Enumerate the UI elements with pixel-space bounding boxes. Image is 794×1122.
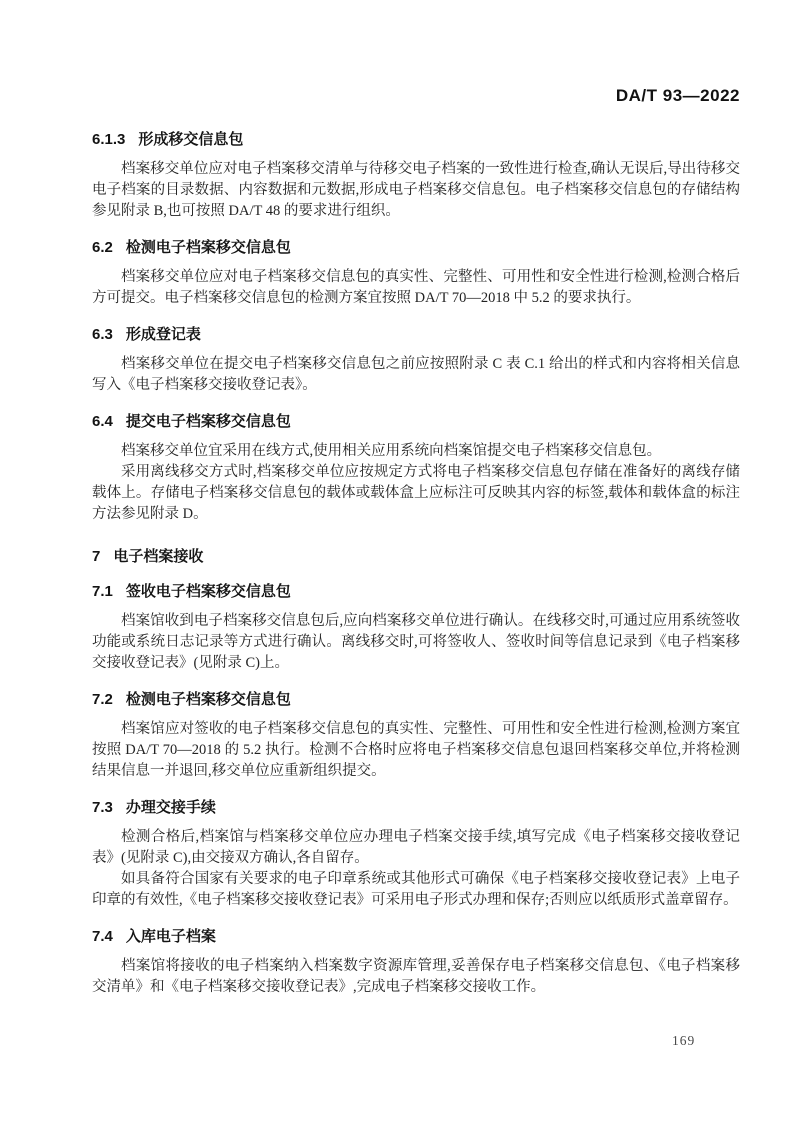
chapter-heading-7 <box>92 547 740 566</box>
section-number: 6.1.3 <box>92 131 126 148</box>
body-paragraph: 档案移交单位宜采用在线方式,使用相关应用系统向档案馆提交电子档案移交信息包。 <box>121 443 662 459</box>
section-number: 7.1 <box>92 583 113 600</box>
section-title: 签收电子档案移交信息包 <box>125 583 291 600</box>
body-paragraph: 档案馆将接收的电子档案纳入档案数字资源库管理,妥善保存电子档案移交信息包、《电子档案移交清单》和《电子档案移交接收登记表》,完成电子档案移交接收工作。 <box>92 958 740 995</box>
section-heading-6-2 <box>92 238 740 257</box>
body-paragraph: 检测合格后,档案馆与档案移交单位应办理电子档案交接手续,填写完成《电子档案移交接收登记表》(见附录 C),由交接双方确认,各自留存。 <box>92 829 740 866</box>
body-paragraph: 如具备符合国家有关要求的电子印章系统或其他形式可确保《电子档案移交接收登记表》上电子印章的有效性,《电子档案移交接收登记表》可采用电子形式办理和保存;否则应以纸质形式盖章留存。 <box>92 871 740 908</box>
document-body <box>92 130 740 998</box>
body-paragraph: 档案馆应对签收的电子档案移交信息包的真实性、完整性、可用性和安全性进行检测,检测方案宜按照 DA/T 70—2018 的 5.2 执行。检测不合格时应将电子档案移交信息包退回档案移交单位,并将检测结果信息一并退回,移交单位应重新组织提交。 <box>92 721 740 779</box>
section-title: 形成登记表 <box>125 326 201 343</box>
section-number: 6.4 <box>92 413 113 430</box>
chapter-title: 电子档案接收 <box>113 548 204 565</box>
section-title: 检测电子档案移交信息包 <box>125 691 291 708</box>
section-heading-6-1-3 <box>92 130 740 149</box>
section-heading-6-4 <box>92 412 740 431</box>
page-header <box>616 86 740 106</box>
section-title: 检测电子档案移交信息包 <box>125 239 291 256</box>
section-heading-7-1 <box>92 582 740 601</box>
section-title: 形成移交信息包 <box>138 131 244 148</box>
section-heading-6-3 <box>92 325 740 344</box>
body-paragraph: 档案移交单位应对电子档案移交信息包的真实性、完整性、可用性和安全性进行检测,检测合格后方可提交。电子档案移交信息包的检测方案宜按照 DA/T 70—2018 中 5.2 的要求执行。 <box>92 269 740 306</box>
body-paragraph: 档案移交单位应对电子档案移交清单与待移交电子档案的一致性进行检查,确认无误后,导出待移交电子档案的目录数据、内容数据和元数据,形成电子档案移交信息包。电子档案移交信息包的存储结构参见附录 B,也可按照 DA/T 48 的要求进行组织。 <box>92 161 740 219</box>
section-number: 7.2 <box>92 691 113 708</box>
chapter-number: 7 <box>92 548 101 565</box>
section-number: 7.4 <box>92 928 113 945</box>
section-title: 办理交接手续 <box>125 799 216 816</box>
section-heading-7-2 <box>92 690 740 709</box>
body-paragraph: 采用离线移交方式时,档案移交单位应按规定方式将电子档案移交信息包存储在准备好的离线存储载体上。存储电子档案移交信息包的载体或载体盒上应标注可反映其内容的标签,载体和载体盒的标注方法参见附录 D。 <box>92 464 740 522</box>
standard-code: DA/T 93—2022 <box>615 86 740 105</box>
section-heading-7-4 <box>92 927 740 946</box>
section-number: 6.3 <box>92 326 113 343</box>
section-number: 7.3 <box>92 799 113 816</box>
body-paragraph: 档案馆收到电子档案移交信息包后,应向档案移交单位进行确认。在线移交时,可通过应用系统签收功能或系统日志记录等方式进行确认。离线移交时,可将签收人、签收时间等信息记录到《电子档案移交接收登记表》(见附录 C)上。 <box>92 613 740 671</box>
section-title: 入库电子档案 <box>125 928 216 945</box>
page-footer <box>672 1032 695 1050</box>
section-number: 6.2 <box>92 239 113 256</box>
section-heading-7-3 <box>92 798 740 817</box>
page-number: 169 <box>672 1033 696 1048</box>
body-paragraph: 档案移交单位在提交电子档案移交信息包之前应按照附录 C 表 C.1 给出的样式和内容将相关信息写入《电子档案移交接收登记表》。 <box>92 356 740 393</box>
section-title: 提交电子档案移交信息包 <box>125 413 291 430</box>
